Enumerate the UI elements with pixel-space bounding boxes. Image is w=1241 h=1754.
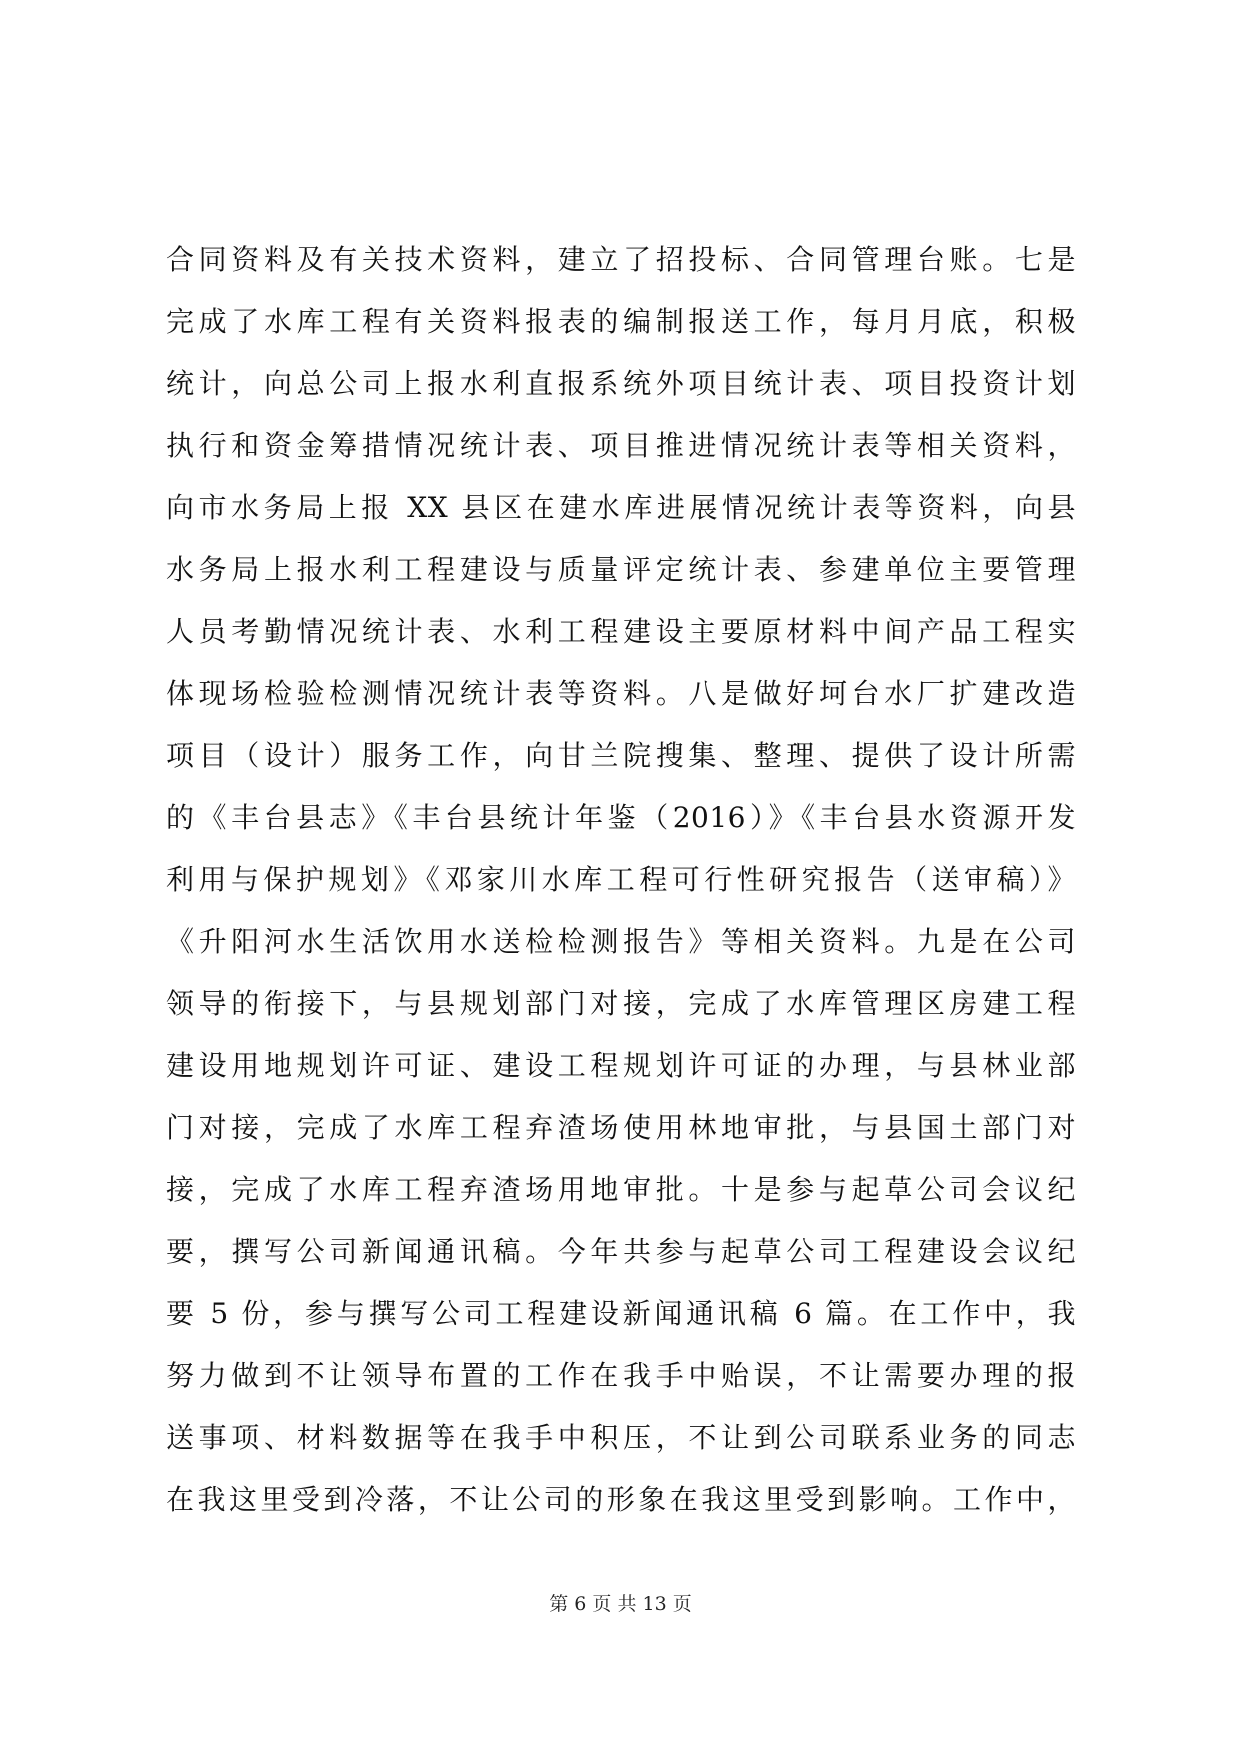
text-line: 向市水务局上报 XX 县区在建水库进展情况统计表等资料，向县: [166, 491, 1076, 524]
text-line: 完成了水库工程有关资料报表的编制报送工作，每月月底，积极: [166, 305, 1076, 338]
text-line: 项目（设计）服务工作，向甘兰院搜集、整理、提供了设计所需: [166, 739, 1076, 772]
text-line: 努力做到不让领导布置的工作在我手中贻误，不让需要办理的报: [166, 1359, 1076, 1392]
text-line: 利用与保护规划》《邓家川水库工程可行性研究报告（送审稿）》: [166, 863, 1076, 896]
text-line: 的《丰台县志》《丰台县统计年鉴（2016）》《丰台县水资源开发: [166, 801, 1076, 834]
text-line: 统计，向总公司上报水利直报系统外项目统计表、项目投资计划: [166, 367, 1076, 400]
text-line: 要，撰写公司新闻通讯稿。今年共参与起草公司工程建设会议纪: [166, 1235, 1076, 1268]
text-line: 执行和资金筹措情况统计表、项目推进情况统计表等相关资料，: [166, 429, 1076, 462]
text-line: 建设用地规划许可证、建设工程规划许可证的办理，与县林业部: [166, 1049, 1076, 1082]
page-footer: 第 6 页 共 13 页: [549, 1593, 692, 1615]
text-line: 要 5 份，参与撰写公司工程建设新闻通讯稿 6 篇。在工作中，我: [166, 1297, 1076, 1330]
text-line: 门对接，完成了水库工程弃渣场使用林地审批，与县国土部门对: [166, 1111, 1076, 1144]
text-line: 《升阳河水生活饮用水送检检测报告》等相关资料。九是在公司: [166, 925, 1076, 958]
text-line: 在我这里受到冷落，不让公司的形象在我这里受到影响。工作中，: [166, 1483, 1076, 1516]
text-line: 人员考勤情况统计表、水利工程建设主要原材料中间产品工程实: [166, 615, 1076, 648]
body-text: [166, 229, 1076, 1531]
text-line: 合同资料及有关技术资料，建立了招投标、合同管理台账。七是: [166, 243, 1076, 276]
text-line: 接，完成了水库工程弃渣场用地审批。十是参与起草公司会议纪: [166, 1173, 1076, 1206]
text-line: 体现场检验检测情况统计表等资料。八是做好坷台水厂扩建改造: [166, 677, 1076, 710]
text-line: 领导的衔接下，与县规划部门对接，完成了水库管理区房建工程: [166, 987, 1076, 1020]
text-line: 送事项、材料数据等在我手中积压，不让到公司联系业务的同志: [166, 1421, 1076, 1454]
text-line: 水务局上报水利工程建设与质量评定统计表、参建单位主要管理: [166, 553, 1076, 586]
